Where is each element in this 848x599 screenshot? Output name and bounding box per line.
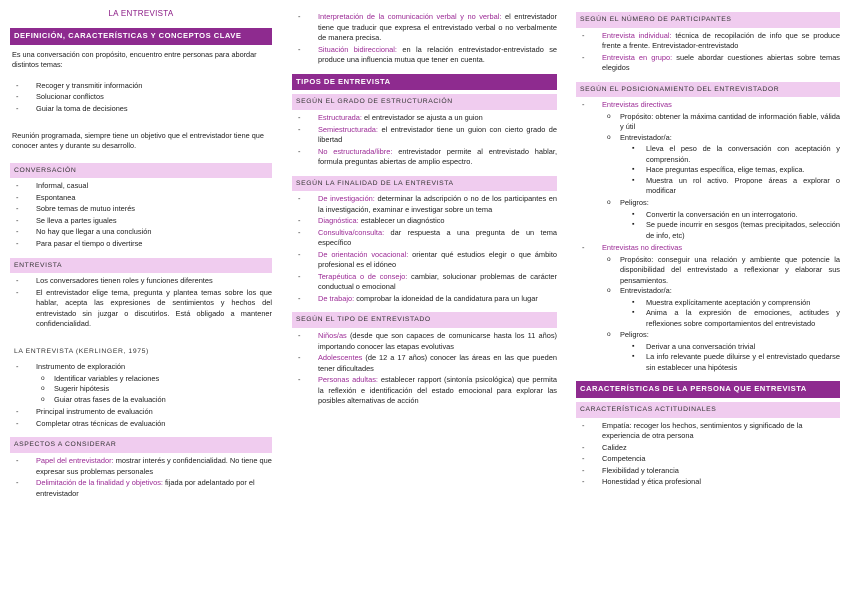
item-label: Semiestructurada:	[318, 124, 378, 134]
column-1	[10, 0, 272, 503]
list-item: - Empatía: recoger los hechos, sentimientos y significado de la experiencia de otra persona	[576, 421, 840, 442]
directivas-label: Entrevistas directivas	[602, 100, 672, 110]
list-item	[292, 294, 557, 305]
kerlinger-item-label: Instrumento de exploración	[36, 362, 126, 372]
list-item	[292, 353, 557, 374]
item-text: establecer rapport (sintonía psicológica) que permita la reflexión e identificación del estado emocional para explorar las posibles alternativas de acción	[318, 375, 557, 406]
list-item	[602, 198, 840, 241]
item-text: suele abordar cuestiones abiertas sobre temas elegidos	[602, 52, 840, 73]
item-text: cambiar, solucionar problemas de carácter conductual o emocional	[318, 271, 557, 292]
list-item: - No hay que llegar a una conclusión	[10, 227, 272, 238]
aspecto-text: mostrar interés y confidencialidad. No tiene que expresar sus problemas personales	[36, 456, 272, 476]
list-item: - Honestidad y ética profesional	[576, 477, 840, 488]
finalidad-list	[292, 194, 557, 304]
item-label: Interpretación de la comunicación verbal y no verbal:	[318, 12, 502, 21]
participantes-list	[576, 31, 840, 74]
definicion-list	[10, 81, 272, 115]
list-item: ▪ Hace preguntas específica, elige temas, explica.	[620, 165, 840, 176]
sub-label: Entrevistador/a:	[620, 286, 672, 296]
list-item: o Propósito: obtener la máxima cantidad de información fiable, válida y útil	[602, 112, 840, 133]
tipos-header: TIPOS DE ENTREVISTA	[292, 74, 557, 91]
aspectos-header: ASPECTOS A CONSIDERAR	[10, 437, 272, 453]
list-item: o Guiar otras fases de la evaluación	[36, 395, 272, 406]
list-item: - Principal instrumento de evaluación	[10, 407, 272, 418]
list-item	[602, 286, 840, 329]
posicionamiento-list	[576, 100, 840, 373]
aspectos-list	[10, 456, 272, 499]
document-title: LA ENTREVISTA	[108, 9, 174, 18]
sub-label: Peligros:	[620, 330, 649, 340]
directivas-peligros-list	[620, 210, 840, 242]
list-item: - Calidez	[576, 443, 840, 454]
aspecto-label: Delimitación de la finalidad y objetivos:	[36, 478, 163, 488]
estructuracion-header: SEGÚN EL GRADO DE ESTRUCTURACIÓN	[292, 94, 557, 110]
actitudinales-header: CARACTERÍSTICAS ACTITUDINALES	[576, 402, 840, 418]
column-3	[576, 0, 840, 492]
list-item: ▪ Convertir la conversación en un interrogatorio.	[620, 210, 840, 221]
list-item: ▪ Lleva el peso de la conversación con aceptación y comprensión.	[620, 144, 840, 165]
list-item	[292, 194, 557, 215]
sub-label: Peligros:	[620, 197, 649, 207]
sub-label: Entrevistador/a:	[620, 132, 672, 142]
item-text: el entrevistador tiene que traducir que expresa el entrevistado verbal o no verbalmente de manera precisa.	[318, 12, 557, 43]
item-label: De orientación vocacional:	[318, 249, 409, 259]
list-item: - Sobre temas de mutuo interés	[10, 204, 272, 215]
item-text: el entrevistador se ajusta a un guion	[361, 113, 483, 122]
list-item: - Guiar la toma de decisiones	[10, 104, 272, 115]
conversacion-list	[10, 181, 272, 249]
entrevista-list	[10, 276, 272, 330]
kerlinger-list	[10, 362, 272, 429]
list-item	[292, 331, 557, 352]
estructuracion-list	[292, 113, 557, 168]
list-item	[292, 113, 557, 124]
list-item	[292, 12, 557, 44]
list-item	[292, 147, 557, 168]
item-label: De trabajo:	[318, 293, 355, 303]
item-label: Situación bidireccional:	[318, 44, 397, 54]
item-label: Adolescentes	[318, 353, 363, 363]
item-text: determinar la adscripción o no de los participantes en la investigación, examinar e investigar sobre un tema	[318, 194, 557, 214]
reunion-text: Reunión programada, siempre tiene un objetivo que el entrevistador tiene que conocer antes y durante su desarrollo.	[12, 131, 264, 151]
list-item	[292, 375, 557, 407]
list-item	[292, 45, 557, 66]
list-item: ▪ Se puede incurrir en sesgos (temas precipitados, selección de info, etc)	[620, 220, 840, 241]
no-directivas-peligros-list	[620, 342, 840, 374]
item-text: (desde que son capaces de comunicarse hasta los 11 años) importando conocer las etapas evolutivas	[318, 331, 557, 351]
list-item: ▪ Derivar a una conversación trivial	[620, 342, 840, 353]
list-item	[10, 362, 272, 405]
list-item: ▪ Muestra explícitamente aceptación y comprensión	[620, 298, 840, 309]
list-item: - Recoger y transmitir información	[10, 81, 272, 92]
item-label: De investigación:	[318, 194, 375, 204]
directivas-sublist	[602, 112, 840, 241]
list-item	[292, 125, 557, 146]
list-item: ▪ Anima a la expresión de emociones, actitudes y reflexiones sobre comportamientos del entrevistado	[620, 308, 840, 329]
item-text: orientar qué estudios elegir o que ámbito profesional es el idóneo	[318, 249, 557, 270]
list-item: o Identificar variables y relaciones	[36, 374, 272, 385]
list-item	[576, 243, 840, 373]
definicion-header: DEFINICIÓN, CARACTERÍSTICAS Y CONCEPTOS CLAVE	[10, 28, 272, 45]
list-item: - Completar otras técnicas de evaluación	[10, 419, 272, 430]
item-label: Consultiva/consulta:	[318, 227, 385, 237]
aspecto-label: Papel del entrevistador:	[36, 456, 114, 466]
tipo-entrevistado-list	[292, 331, 557, 407]
caracteristicas-header: CARACTERÍSTICAS DE LA PERSONA QUE ENTREVISTA	[576, 381, 840, 398]
definicion-text: Es una conversación con propósito, encuentro entre personas para abordar distintos temas:	[12, 49, 257, 70]
no-directivas-label: Entrevistas no directivas	[602, 243, 683, 253]
participantes-header: SEGÚN EL NÚMERO DE PARTICIPANTES	[576, 12, 840, 28]
list-item: - Para pasar el tiempo o divertirse	[10, 239, 272, 250]
item-label: Niños/as	[318, 331, 347, 341]
item-text: técnica de recopilación de info que se produce frente a frente. Entrevistador-entrevistado	[602, 30, 840, 51]
actitudinales-list	[576, 421, 840, 488]
list-item	[292, 228, 557, 249]
item-text: entrevistador permite al entrevistado hablar, formula preguntas abiertas de amplio espectro.	[318, 146, 557, 167]
item-text: el entrevistador tiene un guion con cierto grado de libertad	[318, 124, 557, 145]
list-item	[292, 250, 557, 271]
list-item	[292, 216, 557, 227]
list-item: - Competencia	[576, 454, 840, 465]
list-item	[576, 31, 840, 52]
list-item: - Se lleva a partes iguales	[10, 216, 272, 227]
list-item	[292, 272, 557, 293]
item-label: Diagnóstica:	[318, 216, 359, 226]
posicionamiento-header: SEGÚN EL POSICIONAMIENTO DEL ENTREVISTADOR	[576, 82, 840, 98]
item-text: establecer un diagnóstico	[358, 216, 445, 226]
item-text: dar respuesta a una pregunta de un tema específico	[318, 227, 557, 248]
list-item: o Propósito: conseguir una relación y ambiente que potencie la disponibilidad del entrevistado a reflexionar y elaborar sus pensamientos.	[602, 255, 840, 287]
top-items-list	[292, 12, 557, 66]
list-item: ▪ La info relevante puede diluirse y el entrevistado quedarse sin establecer una hipótesis	[620, 352, 840, 373]
item-text: en la relación entrevistador-entrevistado se produce una influencia mutua que tener en cuenta.	[318, 44, 558, 65]
kerlinger-header: LA ENTREVISTA (KERLINGER, 1975)	[10, 344, 272, 360]
item-label: Personas adultas:	[318, 375, 378, 385]
entrevista-header: ENTREVISTA	[10, 258, 272, 274]
finalidad-header: SEGÚN LA FINALIDAD DE LA ENTREVISTA	[292, 176, 557, 192]
conversacion-header: CONVERSACIÓN	[10, 163, 272, 179]
item-label: Entrevista en grupo:	[602, 52, 673, 62]
list-item	[10, 456, 272, 477]
aspecto-text: fijada por adelantado por el entrevistador	[36, 478, 255, 498]
column-2	[292, 0, 557, 411]
list-item: - Los conversadores tienen roles y funciones diferentes	[10, 276, 272, 287]
list-item	[602, 133, 840, 197]
no-directivas-sublist	[602, 255, 840, 374]
list-item: ▪ Muestra un rol activo. Propone áreas a explorar o modificar	[620, 176, 840, 197]
list-item	[576, 100, 840, 241]
item-text: (de 12 a 17 años) conocer las áreas en las que pueden tener dificultades	[318, 353, 557, 373]
list-item	[602, 330, 840, 373]
kerlinger-sublist	[36, 374, 272, 406]
list-item	[576, 53, 840, 74]
list-item: - Flexibilidad y tolerancia	[576, 466, 840, 477]
list-item: - Espontanea	[10, 193, 272, 204]
directivas-entrevistador-list	[620, 144, 840, 197]
no-directivas-entrevistador-list	[620, 298, 840, 330]
list-item: - Solucionar conflictos	[10, 92, 272, 103]
item-text: comprobar la idoneidad de la candidatura para un lugar	[354, 293, 538, 303]
list-item: - Informal, casual	[10, 181, 272, 192]
item-label: Estructurada:	[318, 113, 362, 122]
list-item	[10, 478, 272, 499]
item-label: Terapéutica o de consejo:	[318, 271, 408, 281]
list-item: o Sugerir hipótesis	[36, 384, 272, 395]
item-label: No estructurada/libre:	[318, 146, 393, 156]
list-item: - El entrevistador elige tema, pregunta y plantea temas sobre los que hablar, acepta las expresiones de sentimientos y hechos del entrevistado sin juzgar o discutirlos. Está obligado a mantener confidencialidad.	[10, 288, 272, 330]
tipo-entrevistado-header: SEGÚN EL TIPO DE ENTREVISTADO	[292, 312, 557, 328]
item-label: Entrevista individual:	[602, 30, 672, 40]
